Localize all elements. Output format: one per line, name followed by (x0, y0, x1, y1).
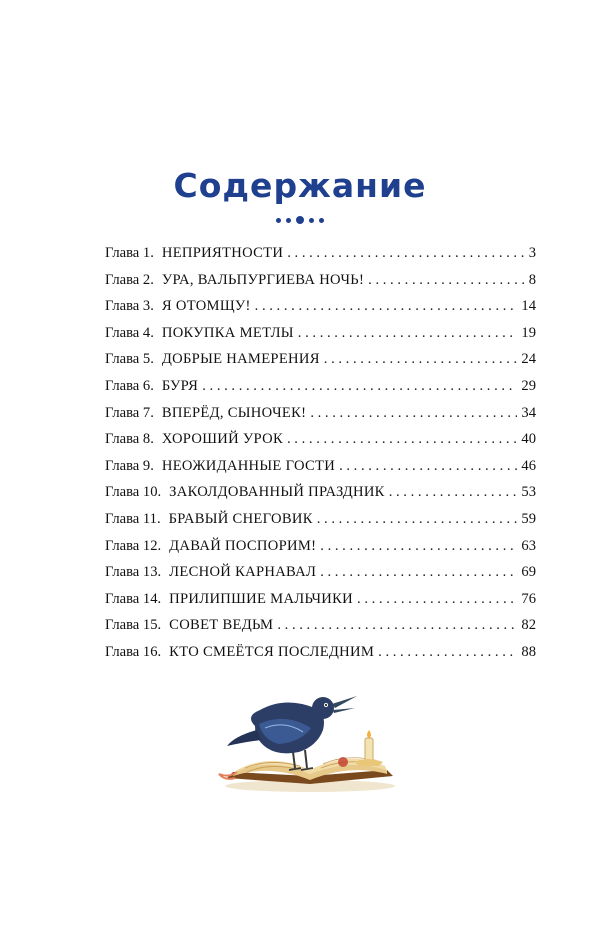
chapter-number: Глава 7. (105, 404, 154, 421)
chapter-title: Я ОТОМЩУ! (161, 298, 251, 315)
chapter-number: Глава 8. (105, 431, 154, 448)
page-number: 8 (528, 271, 536, 288)
chapter-title: БРАВЫЙ СНЕГОВИК (168, 510, 313, 527)
chapter-title: НЕОЖИДАННЫЕ ГОСТИ (161, 457, 336, 474)
toc-entry[interactable] (105, 479, 536, 506)
chapter-number: Глава 10. (105, 484, 162, 501)
dot-leader (389, 479, 518, 506)
decorative-dots (0, 216, 600, 224)
toc-entry[interactable] (105, 346, 536, 373)
chapter-title: УРА, ВАЛЬПУРГИЕВА НОЧЬ! (161, 271, 365, 288)
chapter-title: СОВЕТ ВЕДЬМ (169, 617, 274, 634)
page-number: 69 (521, 564, 536, 581)
dot-leader (310, 400, 517, 427)
toc-entry[interactable] (105, 639, 536, 666)
chapter-title: ПРИЛИПШИЕ МАЛЬЧИКИ (169, 590, 354, 607)
page-number: 76 (521, 590, 536, 607)
page-title: Содержание (173, 166, 427, 205)
dot-leader (320, 559, 517, 586)
chapter-number: Глава 6. (105, 377, 154, 394)
chapter-title: КТО СМЕЁТСЯ ПОСЛЕДНИМ (169, 643, 375, 660)
chapter-number: Глава 1. (105, 245, 154, 261)
toc-entry[interactable] (105, 506, 536, 533)
toc-entry[interactable] (105, 586, 536, 613)
page-number: 53 (521, 484, 536, 501)
dot-leader (339, 453, 517, 480)
dot-leader (368, 267, 525, 294)
chapter-title: ЛЕСНОЙ КАРНАВАЛ (169, 564, 317, 581)
page-number: 3 (528, 245, 536, 261)
toc-entry[interactable] (105, 240, 536, 267)
chapter-number: Глава 12. (105, 537, 162, 554)
toc-entry[interactable] (105, 426, 536, 453)
dot-leader (287, 426, 517, 453)
chapter-title: ЗАКОЛДОВАННЫЙ ПРАЗДНИК (169, 484, 385, 501)
page-number: 14 (521, 298, 536, 315)
page-number: 29 (521, 377, 536, 394)
crow-on-book-illustration (215, 686, 405, 796)
chapter-number: Глава 13. (105, 564, 162, 581)
page-number: 46 (521, 457, 536, 474)
page-number: 40 (521, 431, 536, 448)
chapter-number: Глава 14. (105, 590, 162, 607)
chapter-number: Глава 2. (105, 271, 154, 288)
toc-entry[interactable] (105, 533, 536, 560)
toc-entry[interactable] (105, 559, 536, 586)
chapter-title: БУРЯ (161, 377, 199, 394)
page-number: 63 (521, 537, 536, 554)
chapter-title: ДАВАЙ ПОСПОРИМ! (169, 537, 317, 554)
page-number: 19 (521, 324, 536, 341)
dot-leader (324, 346, 518, 373)
dot-leader (378, 639, 517, 666)
dot-leader (317, 506, 518, 533)
chapter-title: ХОРОШИЙ УРОК (161, 431, 283, 448)
toc-entry[interactable] (105, 400, 536, 427)
chapter-title: ДОБРЫЕ НАМЕРЕНИЯ (161, 351, 320, 368)
page-number: 34 (521, 404, 536, 421)
dot-leader (255, 293, 518, 320)
dot-leader (357, 586, 517, 613)
chapter-number: Глава 15. (105, 617, 162, 634)
toc-entry[interactable] (105, 320, 536, 347)
chapter-title: ПОКУПКА МЕТЛЫ (161, 324, 294, 341)
chapter-number: Глава 11. (105, 510, 161, 527)
page-number: 82 (521, 617, 536, 634)
toc-entry[interactable] (105, 293, 536, 320)
chapter-title: ВПЕРЁД, СЫНОЧЕК! (161, 404, 307, 421)
dot-leader (298, 320, 518, 347)
toc-entry[interactable] (105, 267, 536, 294)
chapter-number: Глава 3. (105, 298, 154, 315)
page-number: 24 (521, 351, 536, 368)
toc-entry[interactable] (105, 373, 536, 400)
dot-leader (277, 612, 517, 639)
dot-leader (287, 240, 524, 267)
chapter-number: Глава 9. (105, 457, 154, 474)
table-of-contents (105, 240, 536, 666)
dot-leader (202, 373, 517, 400)
dot-leader (320, 533, 517, 560)
toc-entry[interactable] (105, 612, 536, 639)
page-number: 59 (521, 510, 536, 527)
chapter-title: НЕПРИЯТНОСТИ (161, 245, 284, 261)
chapter-number: Глава 5. (105, 351, 154, 368)
toc-entry[interactable] (105, 453, 536, 480)
page-number: 88 (521, 643, 536, 660)
chapter-number: Глава 16. (105, 643, 162, 660)
chapter-number: Глава 4. (105, 324, 154, 341)
